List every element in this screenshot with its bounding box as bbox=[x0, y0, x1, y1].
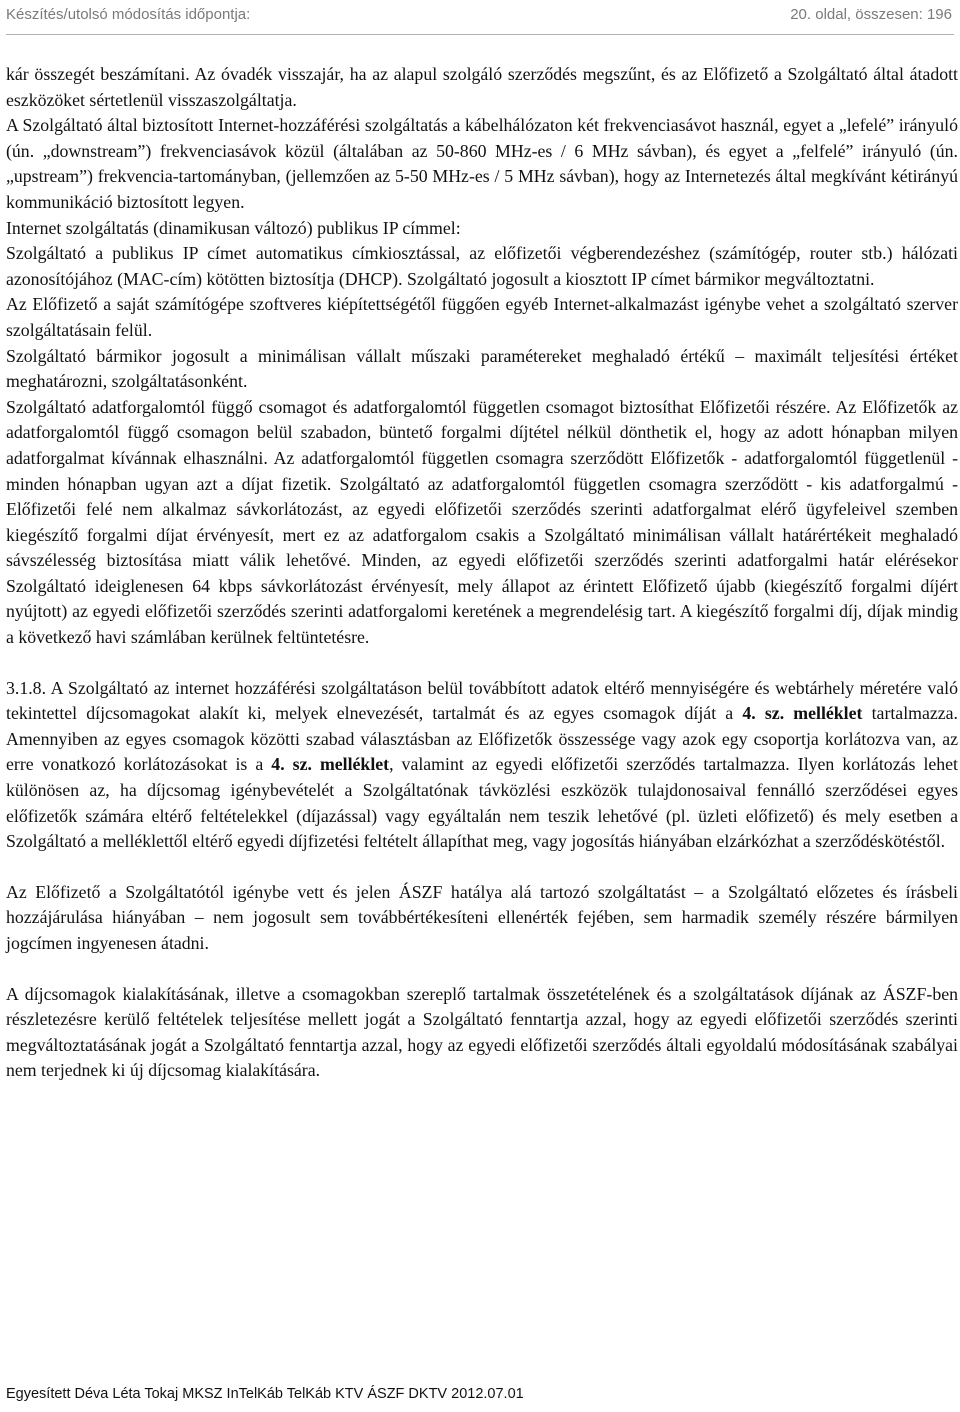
paragraph-frequency-bands: A Szolgáltató által biztosított Internet-hozzáférési szolgáltatás a kábelhálózaton két frekvenciasávot használ, egyet a „lefelé” irányuló (ún. „downstream”) frekvenciasávok közül (általában az 50-860 MHz-es / 6 MHz sávban), és egyet a „felfelé” irányuló (ún. „upstream”) frekvencia-tartományban, (jellemzően az 5-50 MHz-es / 5 MHz sávban), hogy az Internetezés által megkívánt kétirányú kommunikáció biztosított legyen. bbox=[6, 115, 958, 212]
section-3-1-8-text-2: tartalmazza. Amennyiben az egyes csomagok közötti szabad választásban az Előfizetők összessége vagy azok egy csoportja korlátozva van, az erre vonatkozó korlátozásokat is a bbox=[6, 703, 958, 775]
section-3-1-8-text-1: 3.1.8. A Szolgáltató az internet hozzáférési szolgáltatáson belül továbbított adatok eltérő mennyiségére és webtárhely méretére való tekintettel díjcsomagokat alakít ki, melyek elnevezését, tartalmát és az egyes csomagok díját a bbox=[6, 677, 958, 724]
paragraph-dynamic-ip-heading: Internet szolgáltatás (dinamikusan változó) publikus IP címmel: bbox=[6, 217, 461, 238]
section-3-1-8 bbox=[6, 676, 958, 855]
annex-reference-2: 4. sz. melléklet bbox=[271, 754, 390, 775]
paragraph-software: Az Előfizető a saját számítógépe szoftveres kiépítettségétől függően egyéb Internet-alkalmazást igénybe vehet a szolgáltató szerver szolgáltatásain felül. bbox=[6, 294, 958, 340]
paragraph-dhcp: Szolgáltató a publikus IP címet automatikus címkiosztással, az előfizetői végberendezéshez (számítógép, router stb.) hálózati azonosítójához (MAC-cím) kötötten biztosítja (DHCP). Szolgáltató jogosult a kiosztott IP címet bármikor megváltoztatni. bbox=[6, 243, 958, 289]
paragraph-pricing: A díjcsomagok kialakításának, illetve a csomagokban szereplő tartalmak összetételének és a szolgáltatások díjának az ÁSZF-ben részletezésre kerülő feltételek teljesítése mellett jogát a Szolgáltató fenntartja azzal, hogy az egyedi előfizetői szerződés szerinti megváltoztatásának jogát a Szolgáltató fenntartja azzal, hogy az egyedi előfizetői szerződés általi egyoldalú módosításának szabályai nem terjednek ki új díjcsomag kialakítására. bbox=[6, 983, 958, 1081]
section-3-1-8-text-3: , valamint az egyedi előfizetői szerződés tartalmazza. Ilyen korlátozás lehet különösen az, ha díjcsomag igénybevételét a Szolgáltatónak távközlési eszközök tulajdonosaival fennálló szerződései egyes előfizetők számára eltérő feltételekkel (díjazással) vagy egyáltalán nem teszik lehetővé (pl. üzleti előfizető) és mely esetben a Szolgáltató a melléklettől eltérő egyedi díjfizetési feltételt állapíthat meg, vagy jogosítás hiányában elzárkózhat a szerződéskötéstől. bbox=[6, 754, 958, 852]
header-modified-label: Készítés/utolsó módosítás időpontja: bbox=[6, 6, 251, 23]
annex-reference-1: 4. sz. melléklet bbox=[742, 703, 863, 724]
page-number: 20. oldal, összesen: 196 bbox=[790, 6, 952, 23]
paragraph-deposit: kár összegét beszámítani. Az óvadék visszajár, ha az alapul szolgáló szerződés megszűnt, és az Előfizető a Szolgáltató által átadott eszközöket sértetlenül visszaszolgáltatja. bbox=[6, 64, 958, 110]
paragraph-traffic-packages: Szolgáltató adatforgalomtól függő csomagot és adatforgalomtól független csomagot biztosíthat Előfizetői részére. Az Előfizetők az adatforgalomtól függő csomagon belül szabadon, büntető forgalmi díjtétel nélkül dönthetik el, hogy az adott hónapban milyen adatforgalmat kívánnak elhasználni. Az adatforgalomtól független csomagra szerződött Előfizetők - adatforgalomtól függetlenül - minden hónapban ugyan azt a díjat fizetik. Szolgáltató az adatforgalomtól független csomagra szerződött - kis adatforgalmú - Előfizetői felé nem alkalmaz sávkorlátozást, az egyedi előfizetői szerződés szerinti adatforgalmat elérő ügyfeleivel szemben kiegészítő forgalmi díjat érvényesít, mert ez az adatforgalom csakis a Szolgáltató minimálisan vállalt határértékeit meghaladó sávszélesség biztosítása miatt válik lehetővé. Minden, az egyedi előfizetői szerződés szerinti adatforgalmi határ elérésekor Szolgáltató ideiglenesen 64 kbps sávkorlátozást érvényesít, mely állapot az érintett Előfizető újabb (kiegészítő forgalmi díjért nyújtott) az egyedi előfizetői szerződés szerinti adatforgalomi keretének a megrendelésig tart. A kiegészítő forgalmi díj, díjak mindig a következő havi számlában kerülnek feltüntetésre. bbox=[6, 396, 958, 648]
paragraph-resale: Az Előfizető a Szolgáltatótól igénybe vett és jelen ÁSZF hatálya alá tartozó szolgáltatást – a Szolgáltató előzetes és írásbeli hozzájárulása hiányában – nem jogosult sem továbbértékesíteni ellenérték fejében, sem harmadik személy részére bármilyen jogcímen ingyenesen átadni. bbox=[6, 881, 958, 953]
page-header bbox=[6, 0, 954, 35]
page-footer: Egyesített Déva Léta Tokaj MKSZ InTelKáb TelKáb KTV ÁSZF DKTV 2012.07.01 bbox=[6, 1386, 524, 1402]
paragraph-max-performance: Szolgáltató bármikor jogosult a minimálisan vállalt műszaki paramétereket meghaladó értékű – maximált teljesítési értéket meghatározni, szolgáltatásonként. bbox=[6, 345, 958, 392]
document-body bbox=[6, 62, 958, 1084]
